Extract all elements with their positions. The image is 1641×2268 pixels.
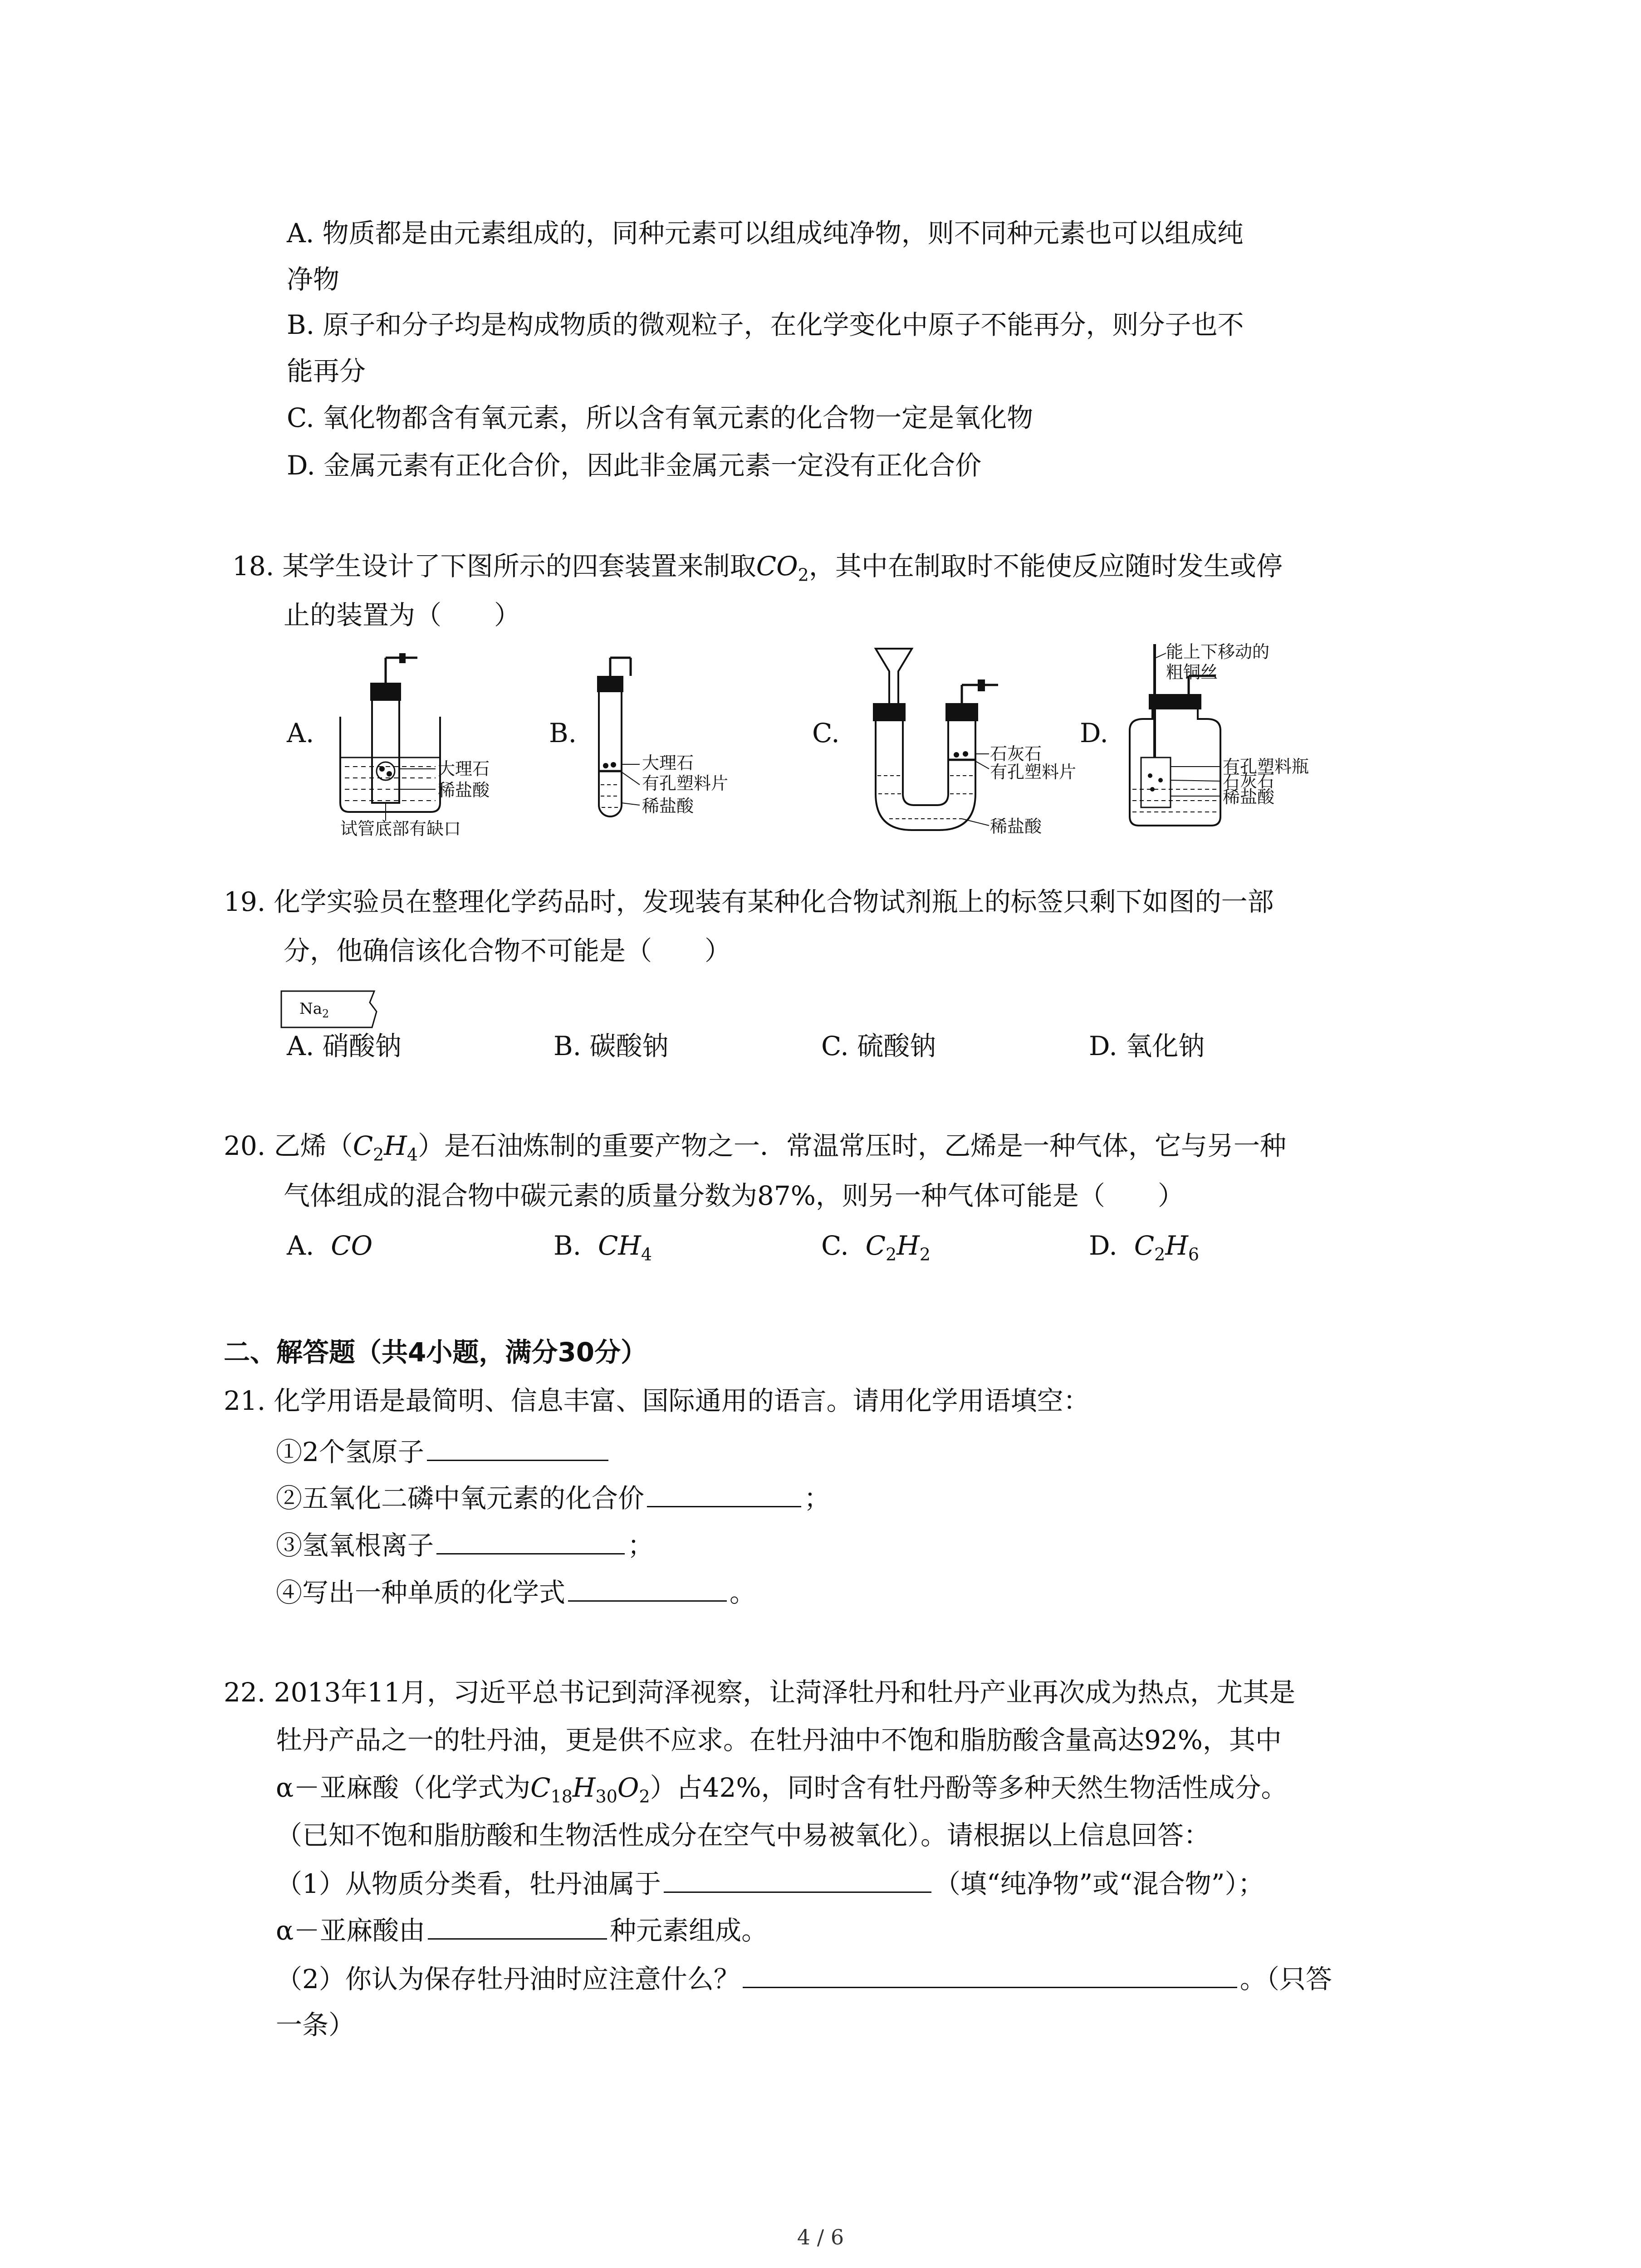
q20-stem-line2: 气体组成的混合物中碳元素的质量分数为87%，则另一种气体可能是（ ） xyxy=(284,1180,1184,1211)
q19-option-a: A. 硝酸钠 xyxy=(287,1031,402,1061)
q20-option-b: B. $CH_4$ xyxy=(554,1230,652,1265)
fig-a-label-gap: 试管底部有缺口 xyxy=(340,819,461,839)
apparatus-c-diagram xyxy=(848,644,1084,844)
page-number: 4 / 6 xyxy=(797,2225,844,2249)
fig-d-letter: D. xyxy=(1080,718,1108,748)
fig-a-letter: A. xyxy=(287,718,314,748)
q22-line-7: （2）你认为保存牡丹油时应注意什么？ 。（只答 xyxy=(276,1960,1332,1995)
fig-c-label-plate: 有孔塑料片 xyxy=(990,762,1077,782)
q21-stem: 21. 化学用语是最简明、信息丰富、国际通用的语言。请用化学用语填空： xyxy=(224,1385,1090,1416)
q21-blank-4[interactable] xyxy=(568,1574,727,1602)
q19-stem-line2: 分，他确信该化合物不可能是（ ） xyxy=(284,935,731,966)
fig-d-label-limestone: 石灰石 xyxy=(1223,771,1275,791)
q22-line-6: α－亚麻酸由 种元素组成。 xyxy=(276,1912,768,1947)
fig-b-label-acid: 稀盐酸 xyxy=(642,796,694,816)
fig-b-label-plate: 有孔塑料片 xyxy=(642,773,729,793)
apparatus-b-diagram xyxy=(585,649,776,839)
fig-d-label-wire1: 能上下移动的 xyxy=(1166,642,1270,662)
q22-blank-3[interactable] xyxy=(743,1960,1237,1988)
q17-option-a-line1: A. 物质都是由元素组成的，同种元素可以组成纯净物，则不同种元素也可以组成纯 xyxy=(287,218,1244,249)
apparatus-a-diagram xyxy=(327,649,517,839)
fig-d-label-wire2: 粗铜丝 xyxy=(1166,662,1218,682)
q17-option-a-line2: 净物 xyxy=(287,264,340,295)
q22-line-8: 一条） xyxy=(276,2009,355,2040)
q17-option-b-line1: B. 原子和分子均是构成物质的微观粒子，在化学变化中原子不能再分，则分子也不 xyxy=(287,309,1244,340)
q19-stem-line1: 19. 化学实验员在整理化学药品时，发现装有某种化合物试剂瓶上的标签只剩下如图的一部 xyxy=(224,886,1274,917)
q22-line-1: 22. 2013年11月，习近平总书记到菏泽视察，让菏泽牡丹和牡丹产业再次成为热点，尤其是 xyxy=(224,1677,1296,1708)
q22-line-2: 牡丹产品之一的牡丹油，更是供不应求。在牡丹油中不饱和脂肪酸含量高达92%，其中 xyxy=(276,1725,1282,1755)
q18-stem-line2: 止的装置为（ ） xyxy=(284,600,521,631)
q22-blank-2[interactable] xyxy=(428,1912,607,1940)
fig-c-label-limestone: 石灰石 xyxy=(990,744,1042,764)
q18-stem-line1: 18. 某学生设计了下图所示的四套装置来制取$CO_2$，其中在制取时不能使反应随时发生或停 xyxy=(232,551,1283,585)
q22-line-5: （1）从物质分类看，牡丹油属于 （填“纯净物”或“混合物”）； xyxy=(276,1865,1264,1900)
q19-option-c: C. 硫酸钠 xyxy=(821,1031,936,1061)
q22-blank-1[interactable] xyxy=(664,1865,931,1893)
fig-a-label-acid: 稀盐酸 xyxy=(438,780,490,800)
q22-line-4: （已知不饱和脂肪酸和生物活性成分在空气中易被氧化）。请根据以上信息回答： xyxy=(276,1820,1210,1851)
q21-item-1: ①2个氢原子 xyxy=(276,1433,611,1468)
q21-blank-2[interactable] xyxy=(647,1480,801,1507)
q20-option-c: C. $C_2H_2$ xyxy=(821,1230,931,1265)
q17-option-b-line2: 能再分 xyxy=(287,356,366,386)
fig-a-label-marble: 大理石 xyxy=(438,759,490,779)
q21-blank-3[interactable] xyxy=(436,1527,625,1554)
q20-option-a: A. CO xyxy=(287,1230,373,1261)
fig-d-label-bottle: 有孔塑料瓶 xyxy=(1223,757,1309,777)
torn-label-image xyxy=(279,989,381,1030)
q17-option-c: C. 氧化物都含有氧元素，所以含有氧元素的化合物一定是氧化物 xyxy=(287,402,1034,433)
q19-option-b: B. 碳酸钠 xyxy=(554,1031,669,1061)
fig-c-label-acid: 稀盐酸 xyxy=(990,816,1042,836)
fig-b-letter: B. xyxy=(549,718,577,748)
q19-option-d: D. 氧化钠 xyxy=(1089,1031,1205,1061)
section-2-heading: 二、解答题（共4小题，满分30分） xyxy=(224,1337,647,1368)
q21-blank-1[interactable] xyxy=(427,1433,608,1461)
fig-c-letter: C. xyxy=(812,718,840,748)
q21-item-3: ③氢氧根离子 ； xyxy=(276,1527,654,1562)
q20-option-d: D. $C_2H_6$ xyxy=(1089,1230,1200,1265)
q17-option-d: D. 金属元素有正化合价，因此非金属元素一定没有正化合价 xyxy=(287,450,982,481)
svg-text:Na2: $Na_2$ xyxy=(299,1000,329,1020)
fig-b-label-marble: 大理石 xyxy=(642,753,694,773)
fig-d-label-acid: 稀盐酸 xyxy=(1223,787,1275,807)
q21-item-4: ④写出一种单质的化学式 。 xyxy=(276,1574,756,1609)
q20-stem-line1: 20. 乙烯$(C_2H_4)$是石油炼制的重要产物之一．常温常压时，乙烯是一种气体，它与另一种 xyxy=(224,1130,1287,1165)
q22-line-3: α－亚麻酸（化学式为$C_{18}H_{30}O_2$）占42%，同时含有牡丹酚等多种天然生物活性成分。 xyxy=(276,1772,1288,1807)
apparatus-d-diagram xyxy=(1121,640,1357,844)
q21-item-2: ②五氧化二磷中氧元素的化合价 ； xyxy=(276,1480,830,1515)
